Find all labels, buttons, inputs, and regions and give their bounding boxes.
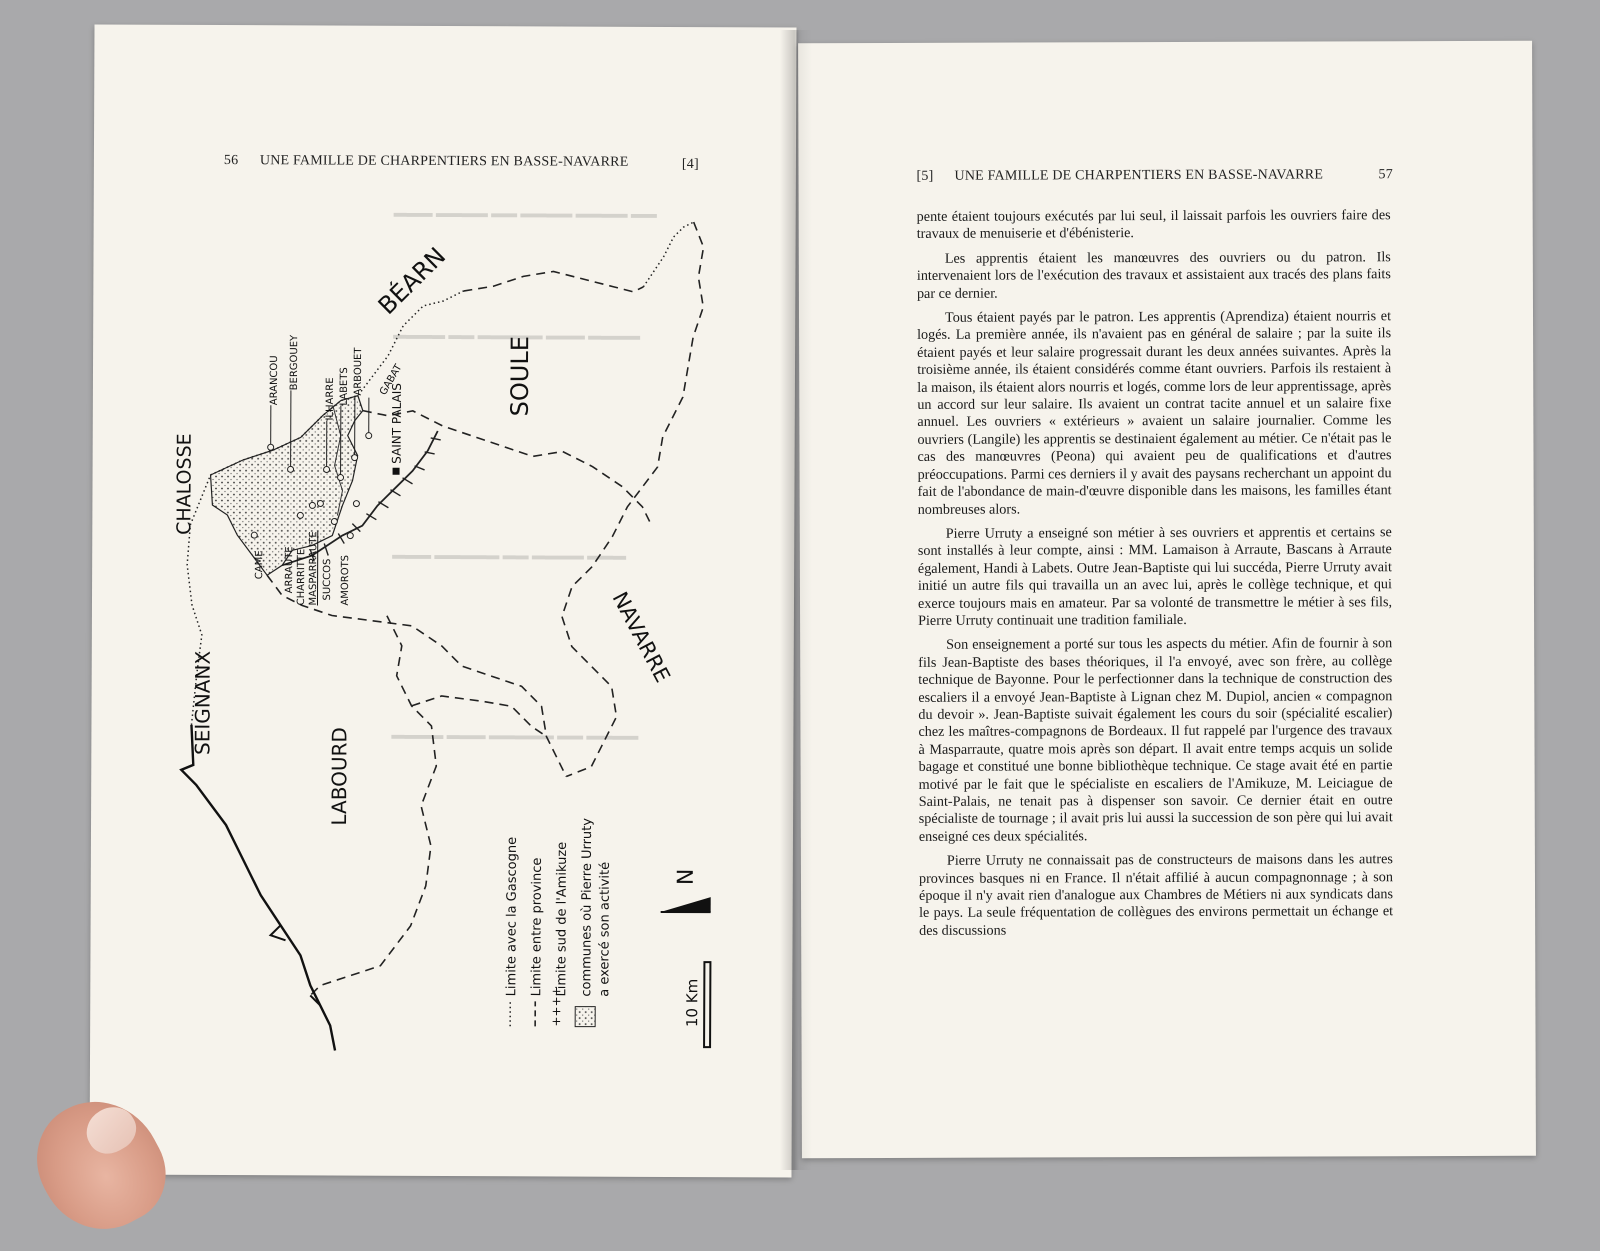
- legend-gascogne: Limite avec la Gascogne: [504, 837, 520, 996]
- commune-label: ILHARRE: [325, 377, 336, 420]
- show-through-text: ▬▬▬ ▬▬▬▬ ▬▬ ▬▬▬▬ ▬▬▬▬ ▬▬: [394, 204, 694, 222]
- commune-label: BERGOUEY: [289, 334, 300, 390]
- gascogne-boundary: [643, 222, 693, 287]
- page-number: 57: [1378, 167, 1392, 183]
- running-title: UNE FAMILLE DE CHARPENTIERS EN BASSE-NAVARRE: [954, 167, 1323, 184]
- paragraph: pente étaient toujours exécutés par lui seul, il laissait parfois les ouvriers faire des travaux de menuiserie et d'ébénisterie.: [917, 207, 1391, 243]
- region-label-labourd: LABOURD: [327, 727, 351, 825]
- legend-communes-line1: communes où Pierre Urruty: [579, 818, 595, 997]
- north-arrow: [661, 868, 711, 912]
- commune-label: ARRAUTE: [284, 546, 295, 593]
- commune-label: CHARRITTE: [296, 549, 307, 606]
- page-number: 56: [224, 153, 238, 169]
- right-page: [798, 41, 1536, 1159]
- province-boundary: [463, 271, 643, 292]
- commune-label: ARBOUET: [353, 347, 364, 396]
- legend-communes-line2: a exercé son activité: [597, 862, 613, 997]
- paragraph: Les apprentis étaient les manœuvres des ouvriers ou du patron. Ils intervenaient lors de l'exécution des travaux et assistaient aux tracés des plans faits par ce dernier.: [917, 249, 1391, 303]
- scale-bar: [683, 962, 710, 1047]
- show-through-text: ▬▬▬▬ ▬▬▬ ▬▬▬▬▬ ▬▬ ▬▬▬▬: [391, 726, 691, 744]
- left-page: [89, 24, 796, 1177]
- region-label-bearn: BÉARN: [372, 241, 451, 320]
- legend-amikuze-symbol: ++++: [549, 986, 563, 1026]
- paragraph: Son enseignement a porté sur tous les aspects du métier. Afin de fournir à son fils Jean-Baptiste des bases théoriques, il l'a envoyé, avec son frère, au collège technique de Bayonne. Pour le perfectionner dans la technique de construction des escaliers il a envoyé Jean-Baptiste à Lignan chez M. Dupiol, ancien « compagnon du devoir ». Jean-Baptiste suivait également les cours du soir (spécialité escalier) chez les maîtres-compagnons de Bordeaux. Il fut rappelé par l'urgence des travaux à Masparraute, quatre mois après son départ. Il avait entre temps acquis un solide bagage et constitué une bonne bibliothèque technique. Ce stage avait été en partie motivé par le fait que le spécialiste en escaliers de l'Amikuze, M. Leiciague de Saint-Palais, ne tenait pas à dispenser son savoir. Ce dernier était en outre spécialiste de tournage ; il avait pris lui aussi la succession de son père qui lui avait enseigné ces deux spécialités.: [918, 636, 1393, 847]
- section-mark: [5]: [916, 169, 933, 185]
- paragraph: Pierre Urruty a enseigné son métier à ses ouvriers et apprentis et certains se sont installés à leur compte, ainsi : MM. Lamaison à Arraute, Bascans à Arraute également, Handi à Labets. Outre Jean-Baptiste qui lui succéda, Pierre Urruty avait initié un autre fils qui travailla un an avec lui, après le collège technique, et qui exerce toujours mais en amateur. Par sa volonté de transmettre le métier à ses fils, Pierre Urruty continuait une tradition familiale.: [918, 524, 1392, 630]
- commune-label: MASPARRAUTE: [308, 531, 319, 605]
- region-label-seignanx: SEIGNANX: [190, 651, 214, 755]
- coastline: [180, 725, 336, 1051]
- region-label-navarre: NAVARRE: [608, 588, 675, 686]
- province-boundary: [561, 222, 703, 778]
- show-through-text: ▬▬▬▬ ▬▬ ▬▬▬▬▬ ▬▬▬ ▬▬▬▬: [393, 326, 693, 344]
- map-figure: [170, 205, 734, 1067]
- paragraph: Tous étaient payés par le patron. Les apprentis (Aprendiza) étaient nourris et logés. La première année, ils n'avaient pas en général de salaire ; par la suite ils étaient payés et leur salaire progressait durant les deux années suivantes. Après la troisième année, ils étaient considérés comme étant ouvriers. Parfois ils restaient à la maison, ils étaient alors nourris et logés, comme lors de leur apprentissage, après un accord sur leur salaire. Ils avaient un contrat tacite annuel et un salaire fixe annuel. Les ouvriers « extérieurs » avaient un salaire journalier. Comme les ouvriers (Langile) les apprentis se destinaient également au métier. Ce n'était pas le cas des manœuvres (Peona) qui avaient peu de qualifications et d'autres préoccupations. Parmi ces derniers il y avait des paysans recherchant un appoint du fait de l'abondance de main-d'œuvre disponible dans les maisons, les familles étant nombreuses alors.: [917, 308, 1392, 519]
- province-boundary: [362, 411, 652, 527]
- commune-label: ARANCOU: [269, 355, 280, 405]
- commune-label: CAME: [254, 550, 265, 579]
- legend-amikuze: Limite sud de l'Amikuze: [554, 842, 570, 997]
- saint-palais-marker: [393, 468, 400, 475]
- section-mark: [4]: [682, 157, 699, 173]
- paragraph: Pierre Urruty ne connaissait pas de constructeurs de maisons dans les autres provinces basques ni en France. Il n'était affilié à aucun compagnonnage ; à son époque il n'y avait rien d'analogue aux Chambres de Métiers ni aux syndicats dans le pays. La seule fréquentation de collègues des environs permettait un échange et des discussions: [919, 851, 1393, 940]
- commune-label: GABAT: [378, 362, 405, 397]
- map-legend: [504, 817, 613, 1026]
- legend-province: Limite entre province: [529, 858, 545, 997]
- commune-label: LABETS: [339, 367, 350, 405]
- book-gutter: [780, 30, 812, 1170]
- commune-label: SUCCOS: [322, 559, 333, 601]
- town-label-saint-palais: SAINT PALAIS: [390, 383, 404, 464]
- running-title: UNE FAMILLE DE CHARPENTIERS EN BASSE-NAVARRE: [260, 153, 629, 171]
- region-label-chalosse: CHALOSSE: [173, 433, 195, 535]
- scale-label: 10 Km: [683, 979, 701, 1027]
- region-label-soule: SOULE: [506, 336, 534, 416]
- north-label: N: [674, 869, 699, 886]
- body-text: [917, 207, 1394, 947]
- legend-communes-swatch: [575, 1007, 595, 1027]
- commune-label: AMOROTS: [340, 555, 351, 606]
- province-boundary: [411, 696, 546, 737]
- show-through-text: ▬▬▬ ▬▬▬▬▬ ▬▬ ▬▬▬▬ ▬▬▬: [392, 546, 692, 564]
